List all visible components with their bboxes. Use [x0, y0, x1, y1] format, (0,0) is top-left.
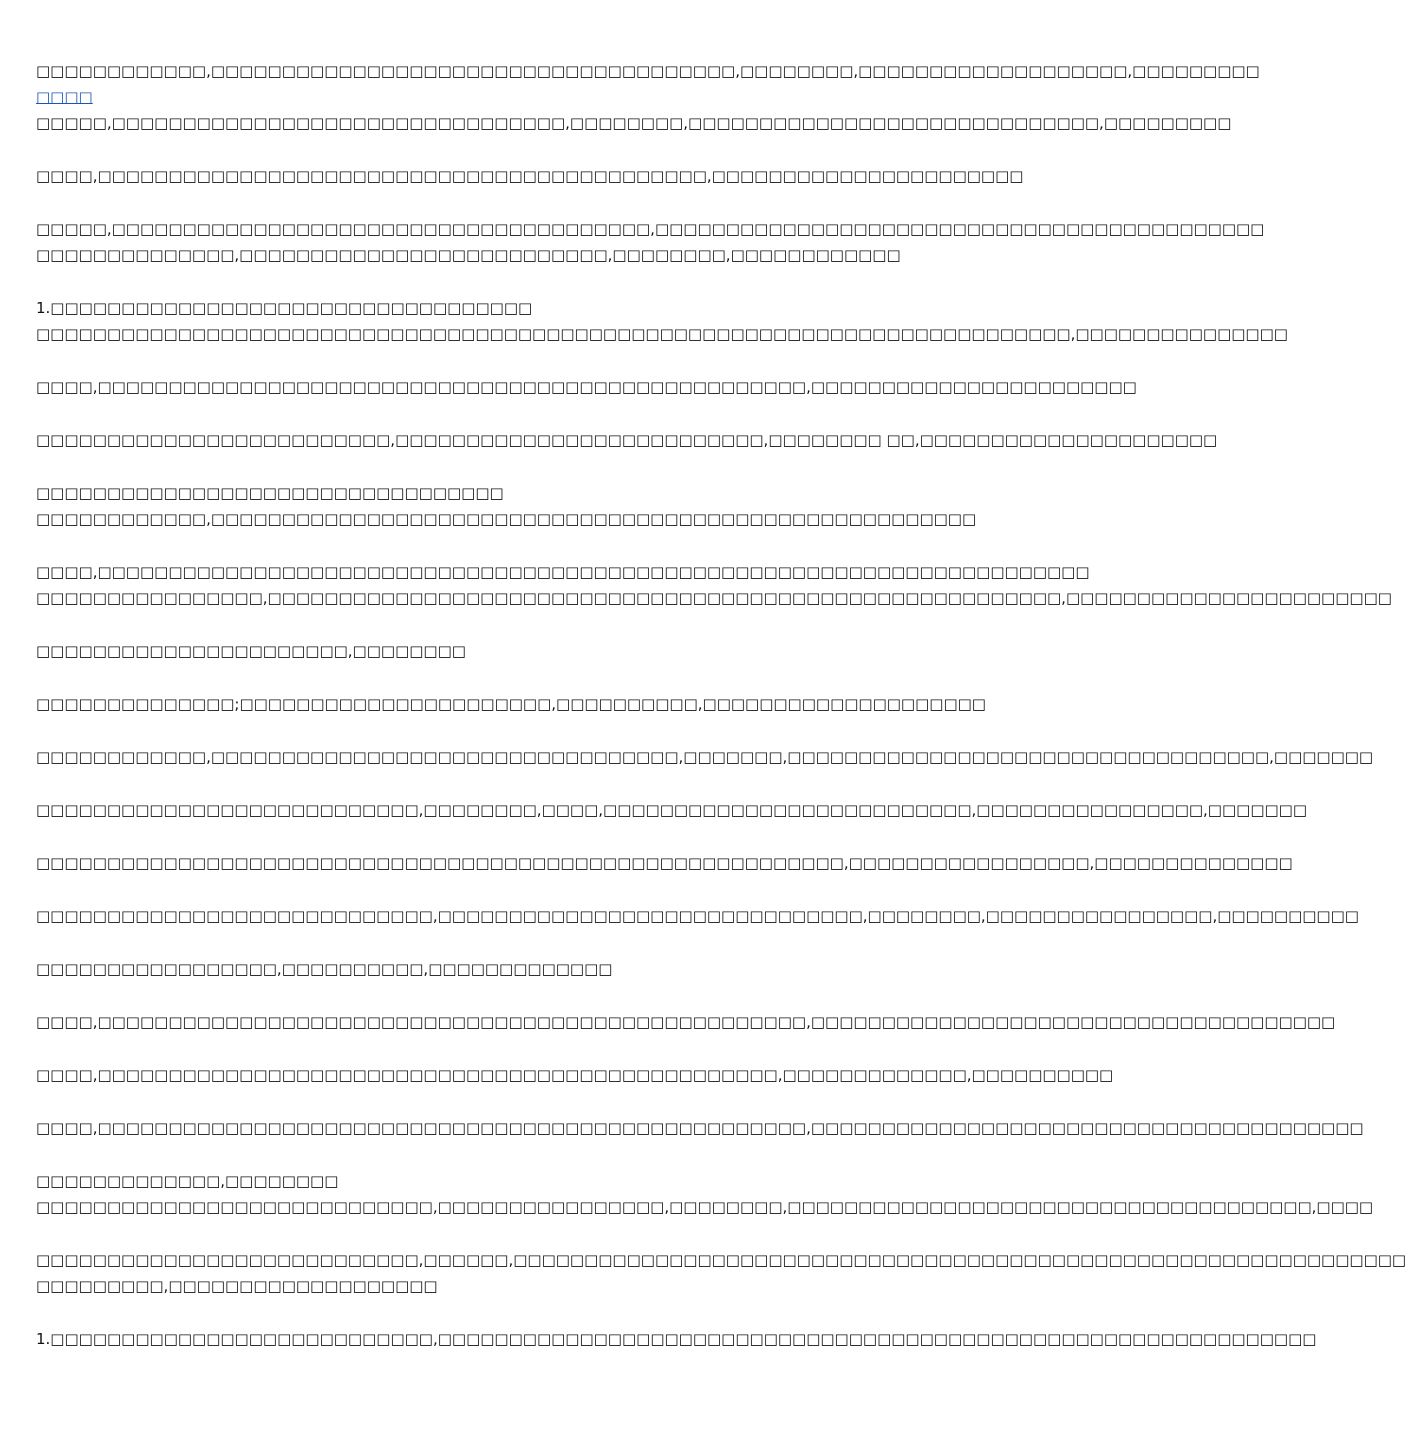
paragraph-gap	[36, 876, 990, 903]
text-line: □□□□□□□□□,□□□□□□□□□□□□□□□□□□□	[36, 1277, 438, 1295]
paragraph-gap	[36, 823, 990, 850]
paragraph-gap	[36, 611, 990, 638]
text-line: □□□□□□□□□□□□□□□□□□□□□□□□□□□□,□□□□□□□□□□□□□□□□,□□□□□□□□,□□□□□□□□□□□□□□□□□□□□□□□□□□□□□□□□□□□□□,□□□□	[36, 1198, 1374, 1216]
text-line: □□□□,□□□□□□□□□□□□□□□□□□□□□□□□□□□□□□□□□□□□□□□□□□□□□□□□,□□□□□□□□□□□□□,□□□□□□□□□□	[36, 1066, 1114, 1084]
paragraph-gap	[36, 532, 990, 559]
paragraph-gap	[36, 1141, 990, 1168]
text-line: □□□□□□□□□□□□,□□□□□□□□□□□□□□□□□□□□□□□□□□□□□□□□□□□□□,□□□□□□□□,□□□□□□□□□□□□□□□□□□□,□□□□□□□□□	[36, 62, 1260, 80]
paragraph-gap	[36, 929, 990, 956]
text-line: 1.□□□□□□□□□□□□□□□□□□□□□□□□□□□,□□□□□□□□□□□□□□□□□□□□□□□□□□□□□□□□□□□□□□□□□□□□□□□□□□□□□□□□□□□□□□	[36, 1330, 1317, 1348]
paragraph-gap	[36, 664, 990, 691]
text-line: □□□□□□□□□□□□□□□□□□□□□□,□□□□□□□□	[36, 642, 466, 660]
paragraph-gap	[36, 268, 990, 295]
paragraph-gap	[36, 347, 990, 374]
text-line: □□□□□□□□□□□□□□□□□□□□□□□□□□□,□□□□□□□□,□□□□,□□□□□□□□□□□□□□□□□□□□□□□□□□,□□□□□□□□□□□□□□□□,□□□□□□□	[36, 801, 1308, 819]
paragraph-gap	[36, 136, 990, 163]
text-line: □□□□□□□□□□□□□□□□□□□□□□□□□□□□□□□□□□□□□□□□□□□□□□□□□□□□□□□□□,□□□□□□□□□□□□□□□□□,□□□□□□□□□□□□□□	[36, 854, 1293, 872]
paragraph-gap	[36, 1035, 990, 1062]
text-line: □□□□□□□□□□□□□,□□□□□□□□	[36, 1172, 339, 1190]
text-line: □□□□,□□□□□□□□□□□□□□□□□□□□□□□□□□□□□□□□□□□□□□□□□□□,□□□□□□□□□□□□□□□□□□□□□□	[36, 167, 1024, 185]
text-line: □□□□□□□□□□□□□□□□□□□□□□□□□□□□,□□□□□□□□□□□□□□□□□□□□□□□□□□□□□□,□□□□□□□□,□□□□□□□□□□□□□□□□,□□□□□□□□□□	[36, 907, 1359, 925]
text-line: 1.□□□□□□□□□□□□□□□□□□□□□□□□□□□□□□□□□□	[36, 299, 533, 317]
paragraph-gap	[36, 982, 990, 1009]
paragraph-gap	[36, 1220, 990, 1247]
text-line: □□□□,□□□□□□□□□□□□□□□□□□□□□□□□□□□□□□□□□□□□□□□□□□□□□□□□□□□□□□□□□□□□□□□□□□□□□□	[36, 563, 1090, 581]
paragraph-gap	[36, 400, 990, 427]
paragraph-gap	[36, 453, 990, 480]
text-line: □□□□□□□□□□□□□□□□□,□□□□□□□□□□,□□□□□□□□□□□□□	[36, 960, 613, 978]
text-line: □□□□□□□□□□□□□□□□,□□□□□□□□□□□□□□□□□□□□□□□□□□□□□□□□□□□□□□□□□□□□□□□□□□□□□□□□,□□□□□□□□□□□□□□□□□□□□□□□	[36, 589, 1392, 607]
text-line: □□□□□□□□□□□□□□□□□□□□□□□□□□□□□□□□□	[36, 484, 504, 502]
text-line: □□□□□□□□□□□□,□□□□□□□□□□□□□□□□□□□□□□□□□□□□□□□□□□□□□□□□□□□□□□□□□□□□□□	[36, 510, 977, 528]
text-line: □□□□□□□□□□□□□□□□□□□□□□□□□□□□□□□□□□□□□□□□□□□□□□□□□□□□□□□□□□□□□□□□□□□□□□□□□,□□□□□□□□□□□□□□□	[36, 325, 1288, 343]
text-line: □□□□□□□□□□□□□□,□□□□□□□□□□□□□□□□□□□□□□□□□□,□□□□□□□□,□□□□□□□□□□□□	[36, 246, 901, 264]
paragraph-gap	[36, 189, 990, 216]
document-body	[36, 58, 1406, 1352]
paragraph-gap	[36, 770, 990, 797]
text-line: □□□□□,□□□□□□□□□□□□□□□□□□□□□□□□□□□□□□□□,□□□□□□□□,□□□□□□□□□□□□□□□□□□□□□□□□□□□□□,□□□□□□□□□	[36, 114, 1232, 132]
text-line: □□□□□□□□□□□□□□;□□□□□□□□□□□□□□□□□□□□□□,□□□□□□□□□□,□□□□□□□□□□□□□□□□□□□□	[36, 695, 986, 713]
paragraph-gap	[36, 717, 990, 744]
text-line: □□□□,□□□□□□□□□□□□□□□□□□□□□□□□□□□□□□□□□□□□□□□□□□□□□□□□□□,□□□□□□□□□□□□□□□□□□□□□□□□□□□□□□□□□□□□□	[36, 1013, 1336, 1031]
text-line: □□□□,□□□□□□□□□□□□□□□□□□□□□□□□□□□□□□□□□□□□□□□□□□□□□□□□□□,□□□□□□□□□□□□□□□□□□□□□□□□□□□□□□□□□□□□□□□	[36, 1119, 1364, 1137]
text-line: □□□□□□□□□□□□□□□□□□□□□□□□□□□,□□□□□□,□□□□□□□□□□□□□□□□□□□□□□□□□□□□□□□□□□□□□□□□□□□□□□□□□□□□□□□□□□□□□□□	[36, 1251, 1406, 1269]
text-line: □□□□□,□□□□□□□□□□□□□□□□□□□□□□□□□□□□□□□□□□□□□□,□□□□□□□□□□□□□□□□□□□□□□□□□□□□□□□□□□□□□□□□□□□	[36, 220, 1265, 238]
text-line: □□□□□□□□□□□□,□□□□□□□□□□□□□□□□□□□□□□□□□□□□□□□□□,□□□□□□□,□□□□□□□□□□□□□□□□□□□□□□□□□□□□□□□□□□,□□□□□□□	[36, 748, 1374, 766]
text-line: □□□□,□□□□□□□□□□□□□□□□□□□□□□□□□□□□□□□□□□□□□□□□□□□□□□□□□□,□□□□□□□□□□□□□□□□□□□□□□□	[36, 378, 1137, 396]
inline-link[interactable]: □□□□	[36, 88, 93, 106]
paragraph-gap	[36, 1088, 990, 1115]
paragraph-gap	[36, 1299, 990, 1326]
text-line: □□□□□□□□□□□□□□□□□□□□□□□□□,□□□□□□□□□□□□□□□□□□□□□□□□□□,□□□□□□□□ □□,□□□□□□□□□□□□□□□□□□□□□	[36, 431, 1218, 449]
